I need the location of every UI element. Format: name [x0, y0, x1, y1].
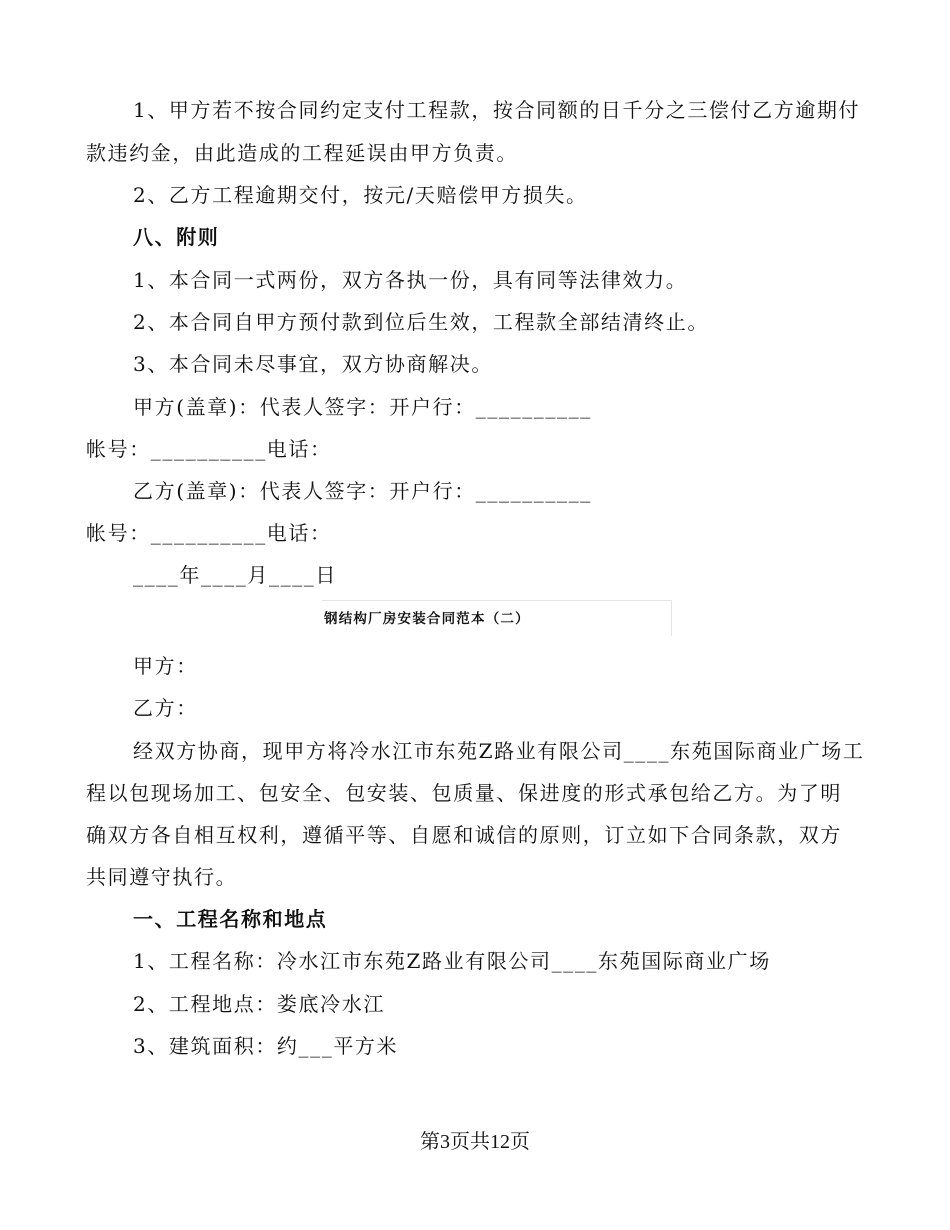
- paragraph-line: 1、工程名称：冷水江市东苑Z路业有限公司____东苑国际商业广场: [133, 949, 771, 973]
- date-line: ____年____月____日: [133, 563, 337, 587]
- page-number-footer: 第3页共12页: [420, 1131, 530, 1153]
- party-b-line: 乙方：: [133, 696, 198, 720]
- paragraph-line: 确双方各自相互权利，遵循平等、自愿和诚信的原则，订立如下合同条款，双方: [86, 823, 842, 847]
- section-title: 钢结构厂房安装合同范本（二）: [324, 611, 530, 627]
- paragraph-line: 2、本合同自甲方预付款到位后生效，工程款全部结清终止。: [133, 310, 709, 334]
- section-heading: 一、工程名称和地点: [133, 907, 328, 931]
- party-a-line: 甲方：: [133, 654, 198, 678]
- paragraph-line: 1、本合同一式两份，双方各执一份，具有同等法律效力。: [133, 268, 688, 292]
- paragraph-line: 经双方协商，现甲方将冷水江市东苑Z路业有限公司____东苑国际商业广场工: [133, 739, 865, 763]
- account-line: 帐号：__________电话：: [86, 437, 332, 461]
- section-heading: 八、附则: [133, 225, 220, 249]
- paragraph-line: 1、甲方若不按合同约定支付工程款，按合同额的日千分之三偿付乙方逾期付: [133, 98, 861, 122]
- section-title-box: [322, 600, 672, 636]
- paragraph-line: 程以包现场加工、包安全、包安装、包质量、保进度的形式承包给乙方。为了明: [86, 781, 842, 805]
- signature-line: 甲方(盖章)：代表人签字：开户行：__________: [133, 395, 592, 419]
- account-line: 帐号：__________电话：: [86, 521, 332, 545]
- paragraph-line: 2、乙方工程逾期交付，按元/天赔偿甲方损失。: [133, 183, 588, 207]
- paragraph-line: 3、建筑面积：约___平方米: [133, 1034, 399, 1058]
- paragraph-line: 款违约金，由此造成的工程延误由甲方负责。: [86, 141, 518, 165]
- paragraph-line: 2、工程地点：娄底冷水江: [133, 992, 385, 1016]
- signature-line: 乙方(盖章)：代表人签字：开户行：__________: [133, 479, 592, 503]
- paragraph-line: 共同遵守执行。: [86, 865, 238, 889]
- paragraph-line: 3、本合同未尽事宜，双方协商解决。: [133, 352, 493, 376]
